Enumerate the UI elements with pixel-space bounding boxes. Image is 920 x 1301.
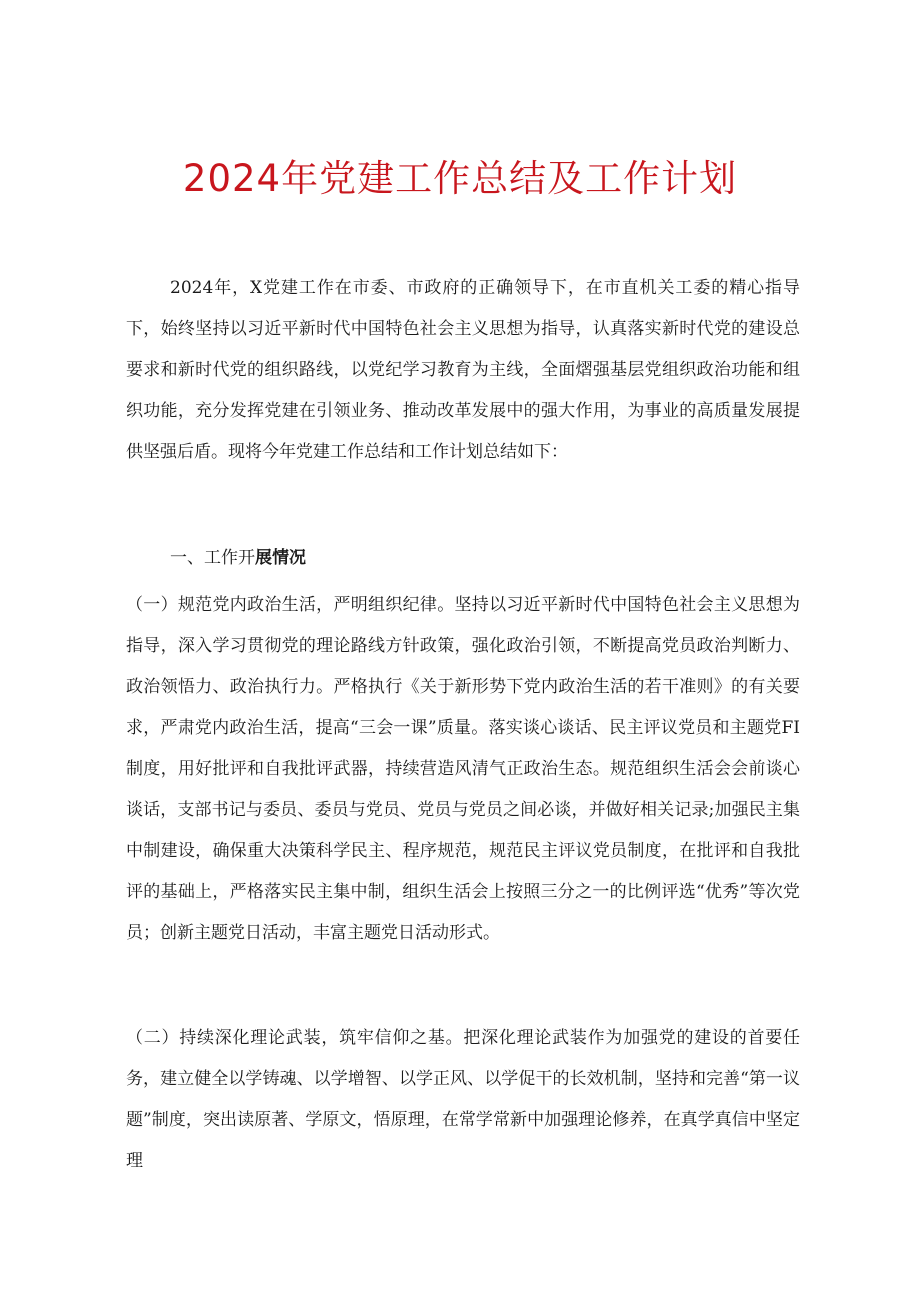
section-heading-plain: 一、工作开	[170, 548, 255, 568]
paragraph-1: （一）规范党内政治生活，严明组织纪律。坚持以习近平新时代中国特色社会主义思想为指导，深入学习贯彻党的理论路线方针政策，强化政治引领，不断提高党员政治判断力、政治领悟力、政治执行力。严格执行《关于新形势下党内政治生活的若干准则》的有关要求，严肃党内政治生活，提高“三会一课”质量。落实谈心谈话、民主评议党员和主题党FI制度，用好批评和自我批评武器，持续营造风清气正政治生态。规范组织生活会会前谈心谈话，支部书记与委员、委员与党员、党员与党员之间必谈，并做好相关记录;加强民主集中制建设，确保重大决策科学民主、程序规范，规范民主评议党员制度，在批评和自我批评的基础上，严格落实民主集中制，组织生活会上按照三分之一的比例评选“优秀”等次党员；创新主题党日活动，丰富主题党日活动形式。	[126, 595, 800, 943]
document-title: 2024年党建工作总结及工作计划	[182, 157, 738, 200]
section-heading-1	[170, 538, 306, 579]
paragraph-2: （二）持续深化理论武装，筑牢信仰之基。把深化理论武装作为加强党的建设的首要任务，建立健全以学铸魂、以学增智、以学正风、以学促干的长效机制，坚持和完善“第一议题”制度，突出读原著、学原文，悟原理，在常学常新中加强理论修养，在真学真信中坚定理	[126, 1028, 800, 1171]
intro-paragraph: 2024年，X党建工作在市委、市政府的正确领导下，在市直机关工委的精心指导下，始终坚持以习近平新时代中国特色社会主义思想为指导，认真落实新时代党的建设总要求和新时代党的组织路线，以党纪学习教育为主线，全面熠强基层党组织政治功能和组织功能，充分发挥党建在引领业务、推动改革发展中的强大作用，为事业的高质量发展提供坚强后盾。现将今年党建工作总结和工作计划总结如下：	[126, 278, 800, 462]
section-heading-bold: 展情况	[255, 548, 306, 568]
